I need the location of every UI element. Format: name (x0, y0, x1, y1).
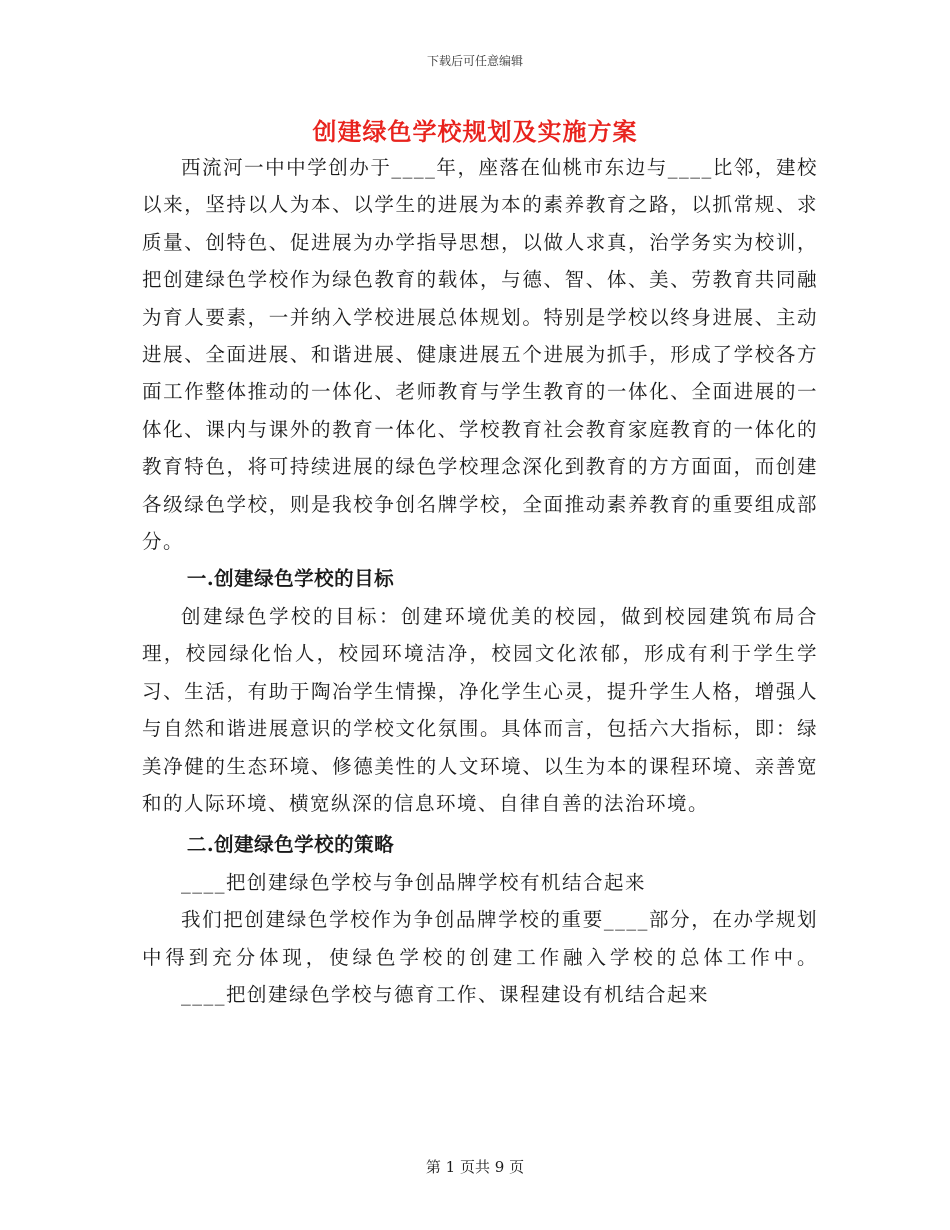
page-number: 第 1 页共 9 页 (425, 1158, 525, 1176)
header-note: 下载后可任意编辑 (426, 54, 523, 68)
strategy-item-2: ____把创建绿色学校与德育工作、课程建设有机结合起来 (181, 982, 710, 1006)
section-heading-goals: 一.创建绿色学校的目标 (186, 567, 395, 591)
strategy-paragraph-1: 我们把创建绿色学校作为争创品牌学校的重要____部分，在办学规划中得到充分体现，使绿色学校的创建工作融入学校的总体工作中。 (142, 908, 818, 969)
strategy-item-1: ____把创建绿色学校与争创品牌学校有机结合起来 (181, 870, 647, 894)
section-heading-strategy: 二.创建绿色学校的策略 (186, 833, 395, 857)
document-body (142, 149, 818, 1013)
document-title: 创建绿色学校规划及实施方案 (312, 117, 638, 146)
intro-paragraph: 西流河一中中学创办于____年，座落在仙桃市东边与____比邻，建校以来，坚持以人为本、以学生的进展为本的素养教育之路，以抓常规、求质量、创特色、促进展为办学指导思想，以做人求真，治学务实为校训，把创建绿色学校作为绿色教育的载体，与德、智、体、美、劳教育共同融为育人要素，一并纳入学校进展总体规划。特别是学校以终身进展、主动进展、全面进展、和谐进展、健康进展五个进展为抓手，形成了学校各方面工作整体推动的一体化、老师教育与学生教育的一体化、全面进展的一体化、课内与课外的教育一体化、学校教育社会教育家庭教育的一体化的教育特色，将可持续进展的绿色学校理念深化到教育的方方面面，而创建各级绿色学校，则是我校争创名牌学校，全面推动素养教育的重要组成部分。 (142, 156, 818, 554)
goals-paragraph: 创建绿色学校的目标：创建环境优美的校园，做到校园建筑布局合理，校园绿化怡人，校园环境洁净，校园文化浓郁，形成有利于学生学习、生活，有助于陶冶学生情操，净化学生心灵，提升学生人格，增强人与自然和谐进展意识的学校文化氛围。具体而言，包括六大指标，即：绿美净健的生态环境、修德美性的人文环境、以生为本的课程环境、亲善宽和的人际环境、横宽纵深的信息环境、自律自善的法治环境。 (142, 604, 818, 815)
